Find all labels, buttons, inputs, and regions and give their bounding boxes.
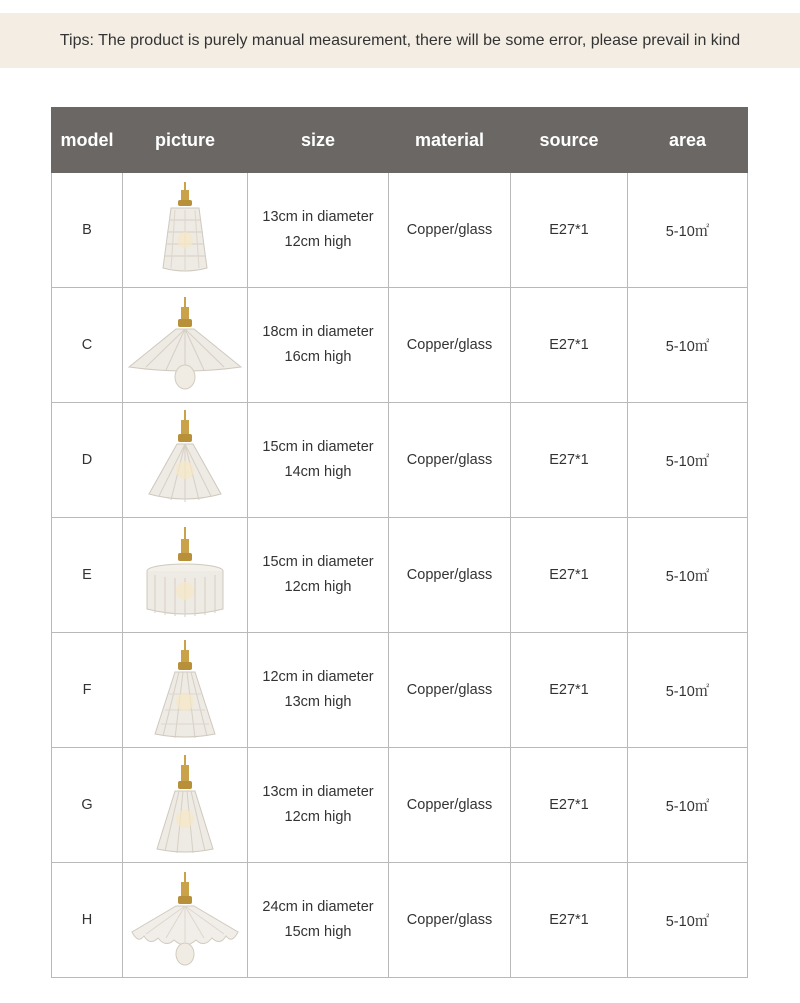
source-cell: E27*1: [511, 863, 628, 978]
header-size: size: [248, 108, 389, 173]
size-height: 15cm high: [284, 924, 352, 940]
model-cell: H: [52, 863, 123, 978]
size-cell: [248, 748, 389, 863]
material-cell: Copper/glass: [389, 748, 511, 863]
tips-text: Tips: The product is purely manual measurement, there will be some error, please prevail in kind: [59, 31, 741, 49]
model-cell: B: [52, 173, 123, 288]
source-cell: E27*1: [511, 748, 628, 863]
size-diameter: 15cm in diameter: [262, 439, 374, 455]
header-picture: picture: [123, 108, 248, 173]
size-cell: [248, 288, 389, 403]
size-diameter: 12cm in diameter: [262, 669, 374, 685]
source-cell: E27*1: [511, 518, 628, 633]
area-cell: 5-10㎡: [628, 403, 748, 518]
material-cell: Copper/glass: [389, 863, 511, 978]
source-cell: E27*1: [511, 173, 628, 288]
area-cell: 5-10㎡: [628, 748, 748, 863]
picture-cell: [123, 288, 248, 403]
size-cell: [248, 633, 389, 748]
size-cell: [248, 518, 389, 633]
model-cell: C: [52, 288, 123, 403]
table-row: [52, 403, 748, 518]
material-cell: Copper/glass: [389, 173, 511, 288]
area-cell: 5-10㎡: [628, 288, 748, 403]
source-cell: E27*1: [511, 288, 628, 403]
table-row: [52, 518, 748, 633]
table-row: [52, 288, 748, 403]
area-cell: 5-10㎡: [628, 633, 748, 748]
size-diameter: 15cm in diameter: [262, 554, 374, 570]
size-diameter: 24cm in diameter: [262, 899, 374, 915]
size-height: 12cm high: [284, 809, 352, 825]
source-cell: E27*1: [511, 633, 628, 748]
drum-lamp-icon: [135, 525, 235, 625]
header-material: material: [389, 108, 511, 173]
picture-cell: [123, 403, 248, 518]
material-cell: Copper/glass: [389, 518, 511, 633]
cone-lamp-icon: [135, 408, 235, 512]
wide-cone-lamp-icon: [126, 295, 244, 395]
size-height: 16cm high: [284, 349, 352, 365]
picture-cell: [123, 863, 248, 978]
table-row: [52, 633, 748, 748]
area-cell: 5-10㎡: [628, 863, 748, 978]
size-height: 12cm high: [284, 234, 352, 250]
picture-cell: [123, 518, 248, 633]
tall-cone-lamp-icon: [135, 638, 235, 742]
material-cell: Copper/glass: [389, 633, 511, 748]
picture-cell: [123, 173, 248, 288]
size-height: 13cm high: [284, 694, 352, 710]
tips-banner: [0, 13, 800, 68]
model-cell: G: [52, 748, 123, 863]
size-height: 14cm high: [284, 464, 352, 480]
scalloped-lamp-icon: [126, 870, 244, 970]
area-cell: 5-10㎡: [628, 173, 748, 288]
size-cell: [248, 173, 389, 288]
material-cell: Copper/glass: [389, 403, 511, 518]
tall-cone-lamp-icon: [135, 753, 235, 857]
model-cell: E: [52, 518, 123, 633]
size-diameter: 13cm in diameter: [262, 209, 374, 225]
source-cell: E27*1: [511, 403, 628, 518]
table-row: [52, 748, 748, 863]
size-diameter: 13cm in diameter: [262, 784, 374, 800]
size-diameter: 18cm in diameter: [262, 324, 374, 340]
size-cell: [248, 403, 389, 518]
model-cell: F: [52, 633, 123, 748]
header-area: area: [628, 108, 748, 173]
size-height: 12cm high: [284, 579, 352, 595]
area-cell: 5-10㎡: [628, 518, 748, 633]
material-cell: Copper/glass: [389, 288, 511, 403]
header-source: source: [511, 108, 628, 173]
table-row: [52, 173, 748, 288]
table-header-row: [52, 108, 748, 173]
picture-cell: [123, 633, 248, 748]
bell-lamp-icon: [135, 180, 235, 280]
size-cell: [248, 863, 389, 978]
spec-table: [51, 107, 748, 978]
model-cell: D: [52, 403, 123, 518]
header-model: model: [52, 108, 123, 173]
table-row: [52, 863, 748, 978]
picture-cell: [123, 748, 248, 863]
